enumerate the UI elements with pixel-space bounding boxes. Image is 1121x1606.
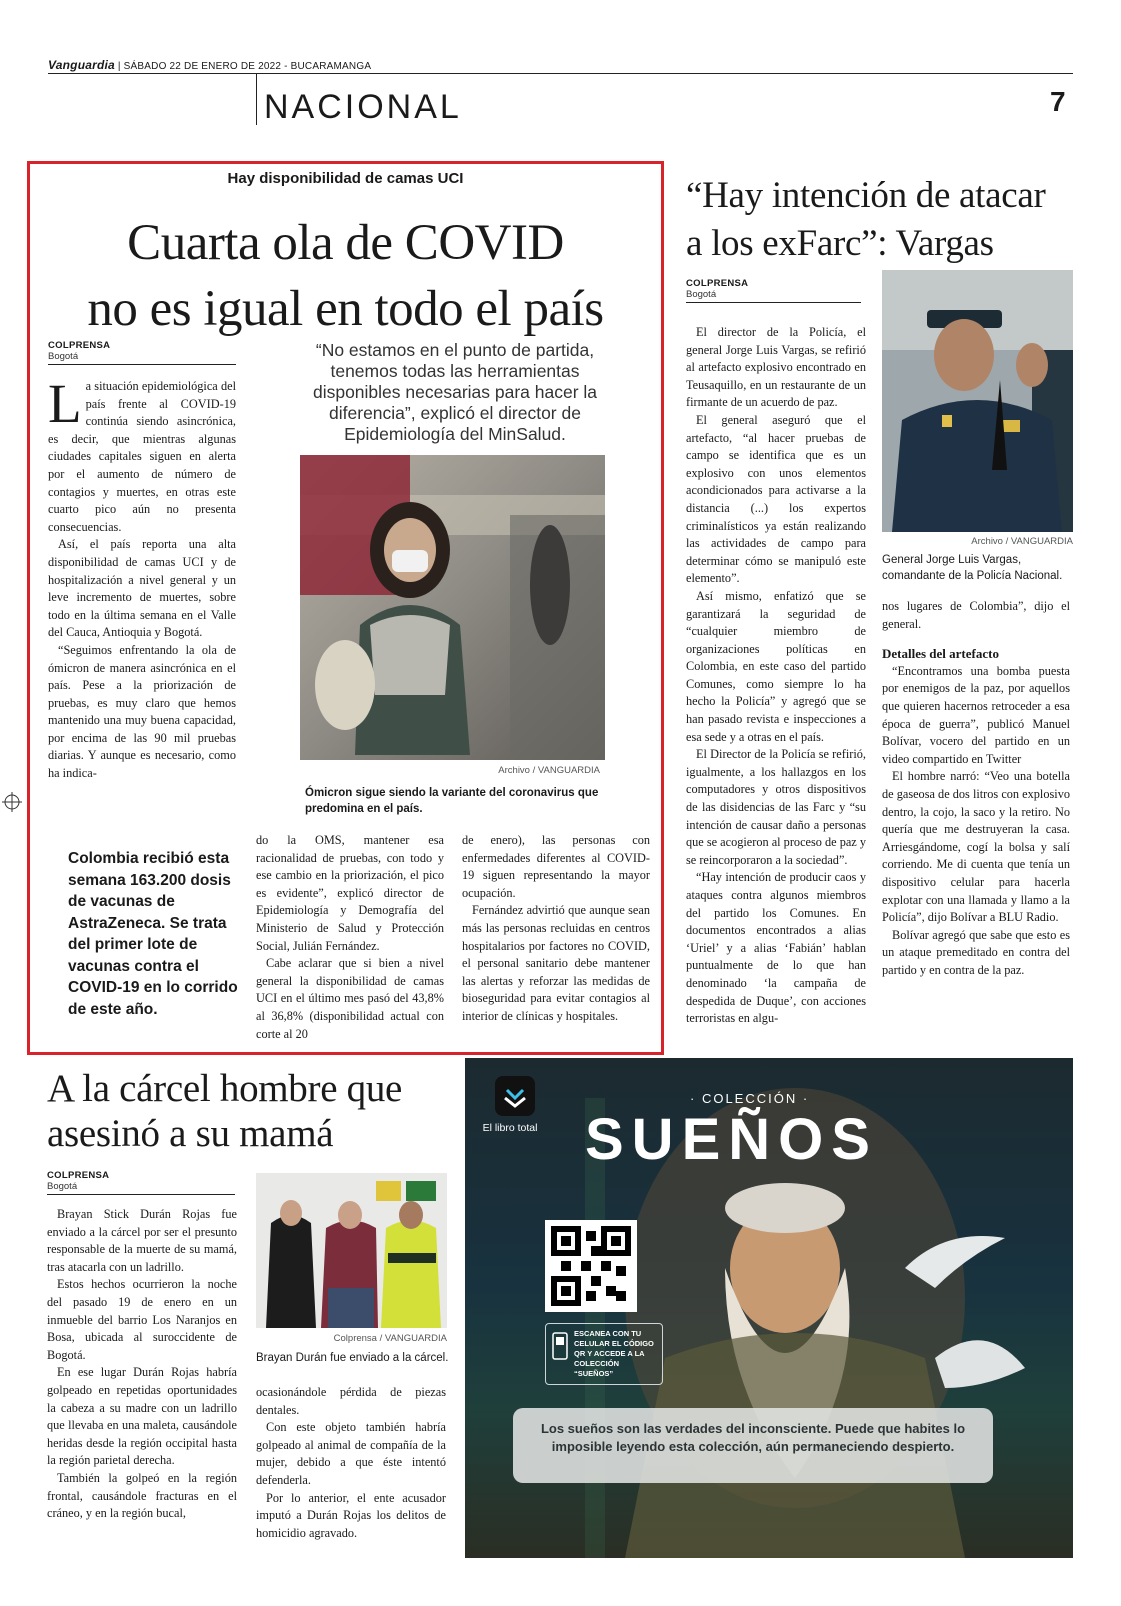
dateline: SÁBADO 22 DE ENERO DE 2022 - BUCARAMANGA [123,61,372,72]
article-column [882,598,1070,979]
headline-line: a los exFarc”: Vargas [686,223,994,264]
brand-name: Vanguardia [48,58,115,72]
page-number: 7 [1050,86,1066,117]
byline-city: Bogotá [48,351,79,362]
masthead [48,58,371,72]
paragraph: El hombre narró: “Veo una botella de gaseosa de dos litros con explosivo dentro, la cojo, la saco y la retiro. No quería que me destruyeran la casa. Arriesgándome, cogí la bolsa y salí corriendo. Me di cuenta que tenía un dispositivo celular para hacerla explotar con una llamada y llamo a la Policía”, dijo Bolívar a BLU Radio. [882,769,1070,925]
article-column [256,832,444,1043]
ad-brand-label: El libro total [482,1122,538,1134]
byline [47,1170,235,1195]
headline-line: Cuarta ola de COVID [127,215,564,271]
article-column [462,832,650,1026]
photo-credit: Archivo / VANGUARDIA [971,536,1073,547]
section-title: NACIONAL [264,88,462,126]
paragraph: Bolívar agregó que sabe que esto es un ataque premeditado en contra del partido y en contra de la paz. [882,927,1070,977]
photo-caption: General Jorge Luis Vargas, comandante de la Policía Nacional. [882,554,1063,582]
byline-city: Bogotá [686,289,717,300]
ad-collection-title: SUEÑOS [585,1107,878,1172]
paragraph: En ese lugar Durán Rojas habría golpeado en repetidas oportunidades la cabeza a su madre con un ladrillo que llevaba en una maleta, causándole heridas desde la región occipital hasta la región parietal derecha. [47,1365,237,1468]
photo-general [882,270,1073,532]
paragraph: Por lo anterior, el ente acusador imputó a Durán Rojas los delitos de homicidio agravado. [256,1490,446,1540]
pull-quote: “No estamos en el punto de partida, tenemos todas las herramientas disponibles necesarias para hacer la diferencia”, explicó el director de Epidemiología del MinSalud. [312,340,598,444]
article-column [48,373,236,783]
headline-line: “Hay intención de atacar [686,175,1046,216]
photo-caption: Ómicron sigue siendo la variante del coronavirus que predomina en el país. [305,787,599,815]
paragraph: Estos hechos ocurrieron la noche del pasado 19 de enero en un inmueble del barrio Los Naranjos en Bosa, ubicada al suroccidente de Bogotá. [47,1277,237,1362]
section-divider [256,73,257,125]
dropcap: L [48,373,82,434]
paragraph: nos lugares de Colombia”, dijo el general. [882,599,1070,631]
paragraph: El director de la Policía, el general Jorge Luis Vargas, se refirió al artefacto explosivo encontrado en Teusaquillo, en un restaurante de un firmante de un acuerdo de paz. [686,325,866,410]
paragraph: Con este objeto también habría golpeado al animal de compañía de la mujer, debido a que éste intentó defenderla. [256,1420,446,1487]
book-logo-icon [495,1076,535,1116]
photo-omicron [300,455,605,760]
qr-instruction-text: ESCANEA CON TU CELULAR EL CÓDIGO QR Y ACCEDE A LA COLECCIÓN “SUEÑOS” [574,1329,654,1378]
paragraph: de enero), las personas con enfermedades diferentes al COVID-19 siguen representando la mayor ocupación. [462,833,650,900]
headline-line: A la cárcel hombre que [47,1067,403,1110]
paragraph: “Seguimos enfrentando la ola de ómicron de manera asincrónica en el país. Pese a la priorización de pruebas, es muy claro que hemos mantenido una muy buena capacidad, por encima de las 90 mil pruebas diarias. Y aunque es necesario, como ha indica- [48,642,236,781]
byline-agency: COLPRENSA [47,1170,110,1181]
byline-agency: COLPRENSA [686,278,749,289]
byline [48,340,236,365]
headline-farc [686,172,1086,268]
byline-rule [48,364,236,365]
headline-covid [27,210,664,342]
article-column [47,1206,237,1523]
headline-carcel [47,1066,467,1156]
masthead-separator: | [117,61,124,72]
photo-arrest [256,1173,447,1328]
paragraph: El Director de la Policía se refirió, igualmente, a los hallazgos en los computadores y otros dispositivos de las disidencias de las Farc y “su intención de causar daño a personas que se acogieron al proceso de paz y se reincorporaron a la sociedad”. [686,747,866,867]
paragraph: do la OMS, mantener esa racionalidad de pruebas, con todo y ese cambio en la priorización, el pico es evidente”, explicó director de Epidemiología y Demografía del Ministerio de Salud y Protección Social, Julián Fernández. [256,833,444,953]
paragraph: Fernández advirtió que aunque sean más las personas recluidas en centros hospitalarios por factores no COVID, el personal sanitario debe mantener las alertas y reforzar las medidas de bioseguridad para evitar contagios al interior de clínicas y hospitales. [462,903,650,1023]
byline [686,278,861,303]
photo-credit: Colprensa / VANGUARDIA [333,1333,447,1344]
qr-code-icon[interactable] [545,1220,637,1312]
paragraph-text: a situación epidemiológica del país frente al COVID-19 continúa siendo asincrónica, es decir, que mientras algunas ciudades capitales siguen en alerta por el aumento de número de contagios y muertes, en otras este cuarto pico aún no presenta consecuencias. [48,379,236,534]
paragraph: Cabe aclarar que si bien a nivel general la disponibilidad de camas UCI en el último mes pasó del 43,8% al 36,8% (disponibilidad actual con corte al 20 [256,956,444,1041]
ad-tagline: Los sueños son las verdades del inconsciente. Puede que habites lo imposible leyendo esta colección, aún permaneciendo despierto. [540,1421,966,1454]
paragraph: ocasionándole pérdida de piezas dentales. [256,1385,446,1417]
byline-agency: COLPRENSA [48,340,111,351]
paragraph: Así, el país reporta una alta disponibilidad de camas UCI y de hospitalización a nivel general y un leve incremento de muertes, sobre todo en la última semana en el Valle del Cauca, Antioquia y Bogotá. [48,537,236,640]
paragraph: “Hay intención de producir caos y ataques contra algunos miembros del partido los Comunes. En documentos encontrados a alias ‘Uriel’ y a alias ‘Fabián’ hablan puntualmente de lo que han denominado ‘la campaña de despedida de Duque’, con acciones terroristas en algu- [686,870,866,1026]
subhead: Detalles del artefacto [882,646,999,662]
ad-collection-label: · COLECCIÓN · [690,1091,810,1106]
headline-line: asesinó a su mamá [47,1112,334,1155]
byline-city: Bogotá [47,1181,78,1192]
paragraph: También la golpeó en la región frontal, causándole fracturas en el cráneo, y en la región bucal, [47,1470,237,1521]
registration-mark-icon [2,792,22,812]
general-photo-illustration [882,270,1073,532]
kicker: Hay disponibilidad de camas UCI [227,170,464,187]
paragraph [48,373,236,536]
paragraph: El general aseguró que el artefacto, “al hacer pruebas de campo se identifica que es un explosivo con unos elementos acondicionados para activarse a la distancia (...) los expertos criminalísticos ya están realizando las actividades de campo para determinar cómo se manipuló este elemento”. [686,412,866,586]
byline-rule [686,302,861,303]
advertisement[interactable] [465,1058,1073,1558]
qr-instruction [545,1323,663,1385]
paragraph: “Encontramos una bomba puesta por enemigos de la paz, por aquellos que quieren hacernos retroceder a esa época de guerra”, publicó Manuel Bolívar, vocero del partido en un video compartido en Twitter [882,663,1070,766]
paragraph: Así mismo, enfatizó que se garantizará la seguridad de “cualquier miembro de organizaciones políticas en Colombia, en este caso del partido Comunes, como siempre lo ha hecho la Policía” y agregó que se han pasado revista e inspecciones a esa sede y a otras en el país. [686,588,866,744]
commuter-photo-illustration [300,455,605,760]
factbox: Colombia recibió esta semana 163.200 dosis de vacunas de AstraZeneca. Se trata del primer lote de vacunas contra el COVID-19 en lo corrido de este año. [68,850,238,1018]
article-column [256,1384,446,1542]
photo-caption: Brayan Durán fue enviado a la cárcel. [256,1352,449,1364]
arrest-photo-illustration [256,1173,447,1328]
phone-icon [552,1332,568,1360]
article-column [686,324,866,1028]
photo-credit: Archivo / VANGUARDIA [498,765,600,776]
ad-brand [482,1076,545,1134]
byline-rule [47,1194,235,1195]
header-rule [48,73,1073,74]
paragraph: Brayan Stick Durán Rojas fue enviado a la cárcel por ser el presunto responsable de la muerte de su mamá, tras atacarla con un ladrillo. [47,1207,237,1274]
headline-line: no es igual en todo el país [87,281,604,337]
